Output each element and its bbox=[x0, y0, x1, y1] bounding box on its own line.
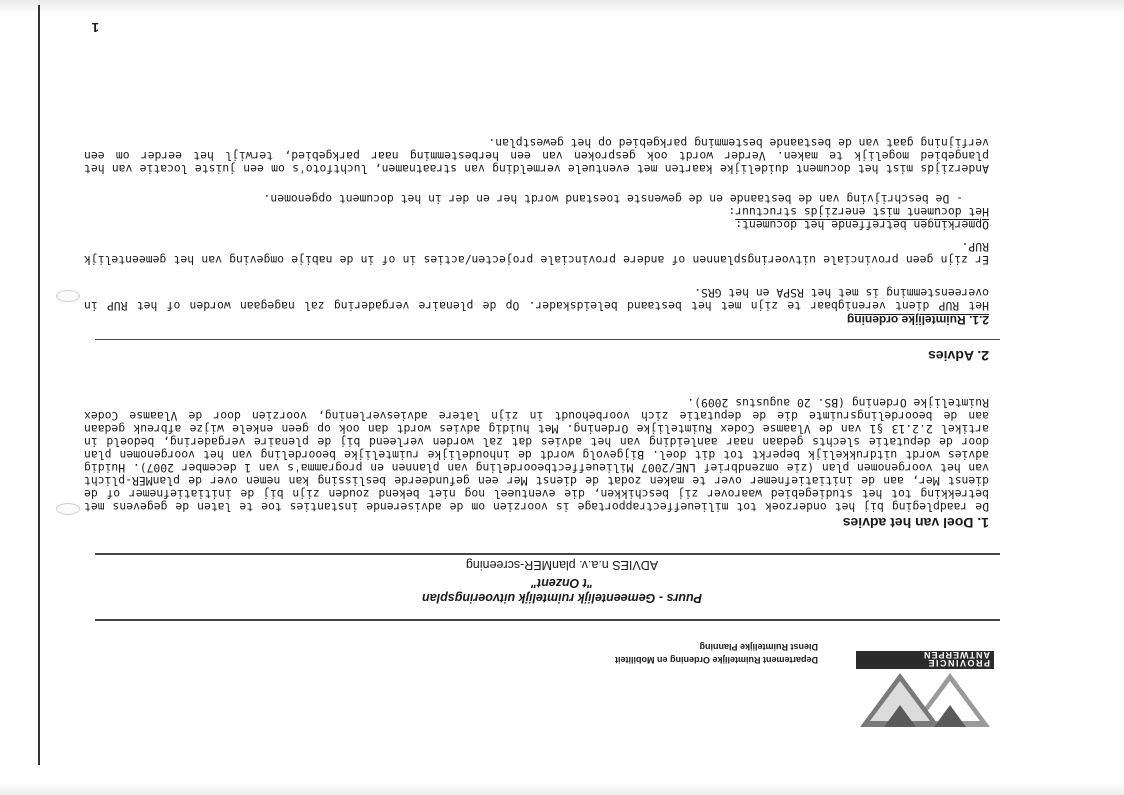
header-rule-top bbox=[95, 620, 1000, 622]
remarks-heading: Opmerkingen betreffende het document: bbox=[735, 218, 989, 232]
section-2-paragraph-2: Er zijn geen provinciale uitvoeringsplannen of andere provinciale projecten/acties in of in de nabije omgeving van het gemeentelijk RUP. bbox=[84, 240, 989, 267]
page-number: 1 bbox=[91, 20, 99, 35]
logo-line2: ANTWERPEN bbox=[923, 650, 990, 660]
section-1-heading: 1. Doel van het advies bbox=[842, 515, 989, 531]
section-2-paragraph-1: Het RUP dient verenigbaar te zijn met het bestaand beleidskader. Op de plenaire vergadering zal nagegaan worden of het RUP in overeenstemming is met het RSPA en het GRS. bbox=[84, 286, 989, 313]
document-title-project: "t Onzent" bbox=[531, 576, 593, 590]
section-2-paragraph-3: Anderzijds mist het document duidelijke kaarten met eventuele vermelding van straatnamen, luchtfoto's om een juiste locatie van het plangebied mogelijk te maken. Verder wordt ook gesproken van een herbestemming naar parkgebied, terwijl het eerder om een verfijning gaat van de bestaande bestemming parkgebied op het gewestplan. bbox=[84, 136, 989, 176]
department-name: Departement Ruimtelijke Ordening en Mobiliteit bbox=[614, 655, 818, 665]
remarks-intro: Het document mist enerzijds structuur: bbox=[728, 205, 989, 219]
document-title: Puurs - Gemeentelijk ruimtelijk uitvoeringsplan bbox=[422, 591, 702, 605]
header-rule-bottom bbox=[95, 554, 1000, 556]
remarks-block bbox=[84, 192, 989, 231]
section-2-rule bbox=[95, 339, 1000, 340]
logo-line1: PROVINCIE bbox=[926, 658, 990, 668]
remarks-bullet: - De beschrijving van de bestaande en de gewenste toestand wordt her en der in het document opgenomen. bbox=[263, 192, 963, 206]
section-2-heading: 2. Advies bbox=[928, 348, 989, 364]
section-2-1-heading: 2.1. Ruimtelijke ordening bbox=[846, 313, 989, 327]
department-block bbox=[615, 640, 818, 666]
margin-line bbox=[38, 5, 40, 765]
document-subtitle: ADVIES n.a.v. planMER-screening bbox=[465, 558, 659, 572]
province-logo bbox=[854, 629, 996, 689]
logo-triangles-icon bbox=[854, 669, 996, 729]
section-1-paragraph: De raadpleging bij het onderzoek tot milieueffectrapportage is voorzien om de adviserende instanties toe te laten de gegevens met betrekking tot het studiegebied waarover zij beschikken, die eventueel nog niet bekend zouden zijn bij de initiatiefnemer of de dienst Mer, aan de initiatiefnemer over te maken zodat de dienst Mer een gefundeerde beslissing kan nemen over de planMER-plicht van het voorgenomen plan (zie omzendbrief LNE/2007 Milieueffectbeoordeling van plannen en programma's van 1 december 2007). Huidig advies wordt uitdrukkelijk beperkt tot dit doel. Bijgevolg wordt de inhoudelijke ruimtelijke beoordeling van het voorgenomen plan door de deputatie slechts gedaan naar aanleiding van het advies dat zal worden verleend bij de plenaire vergadering, bedoeld in artikel 2.2.13 §1 van de Vlaamse Codex Ruimtelijke Ordening. Met huidig advies wordt dan ook op geen enkele wijze afbreuk gedaan aan de beoordelingsruimte die de deputatie zich voorbehoudt in zijn latere adviesverlening, voorzien door de Vlaamse Codex Ruimtelijke Ordening (BS. 20 augustus 2009). bbox=[84, 396, 989, 514]
department-service: Dienst Ruimtelijke Planning bbox=[699, 642, 818, 652]
logo-wordmark bbox=[854, 629, 996, 669]
